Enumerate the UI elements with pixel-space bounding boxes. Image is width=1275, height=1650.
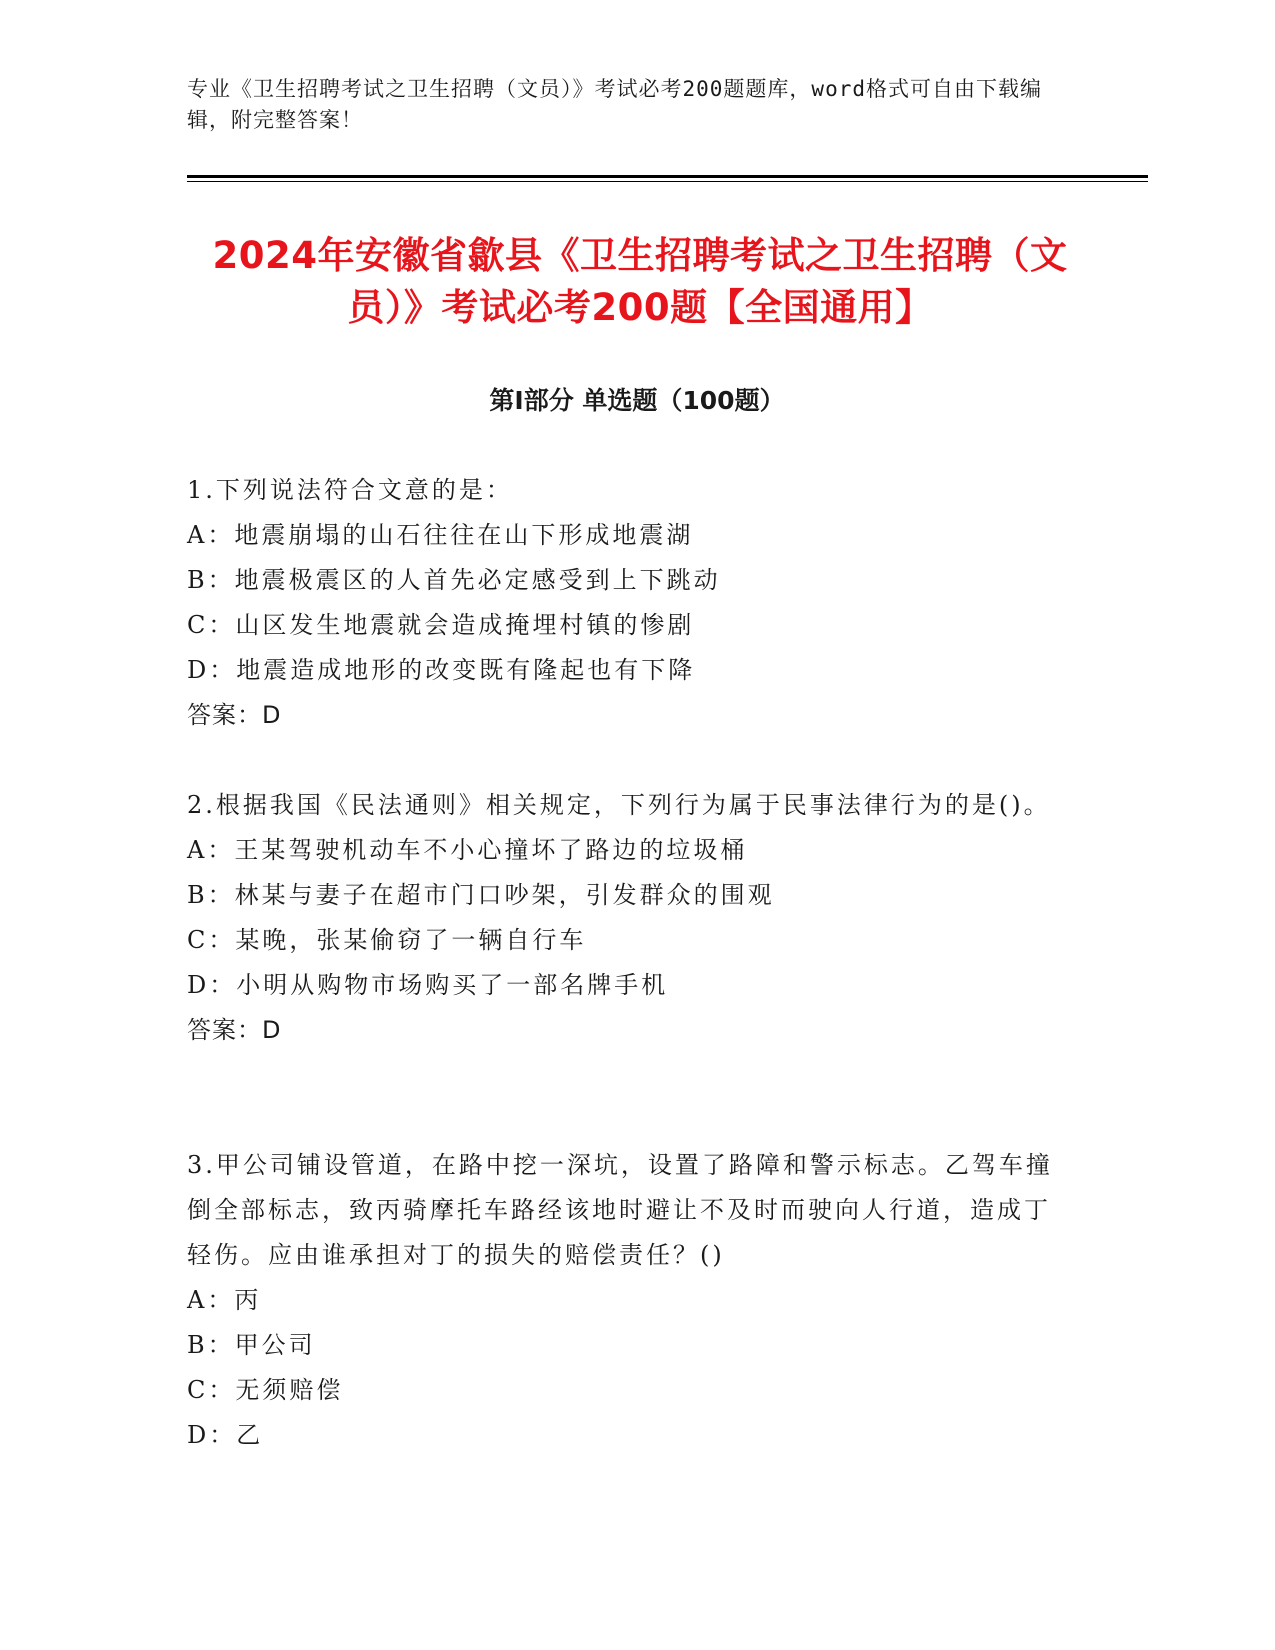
section-heading: 第Ⅰ部分 单选题（100题） <box>489 386 785 415</box>
option-d: D：乙 <box>187 1421 264 1449</box>
option-a: A：地震崩塌的山石往往在山下形成地震湖 <box>187 521 694 549</box>
question-2 <box>187 783 1067 1053</box>
document-intro: 专业《卫生招聘考试之卫生招聘（文员）》考试必考200题题库，word格式可自由下载编辑，附完整答案！ <box>187 77 1042 132</box>
answer: 答案：D <box>187 1016 282 1044</box>
question-1 <box>187 468 1067 738</box>
option-c: C：无须赔偿 <box>187 1376 344 1404</box>
option-b: B：地震极震区的人首先必定感受到上下跳动 <box>187 566 721 594</box>
option-d: D：地震造成地形的改变既有隆起也有下降 <box>187 656 696 684</box>
header-rule-thick <box>187 175 1148 178</box>
question-stem: 3.甲公司铺设管道，在路中挖一深坑，设置了路障和警示标志。乙驾车撞倒全部标志，致丙骑摩托车路经该地时避让不及时而驶向人行道，造成丁轻伤。应由谁承担对丁的损失的赔偿责任？() <box>187 1151 1053 1269</box>
option-b: B：甲公司 <box>187 1331 316 1359</box>
option-d: D：小明从购物市场购买了一部名牌手机 <box>187 971 669 999</box>
option-c: C：某晚，张某偷窃了一辆自行车 <box>187 926 587 954</box>
question-stem: 2.根据我国《民法通则》相关规定，下列行为属于民事法律行为的是()。 <box>187 791 1051 819</box>
option-a: A：丙 <box>187 1286 262 1314</box>
option-c: C：山区发生地震就会造成掩埋村镇的惨剧 <box>187 611 695 639</box>
answer: 答案：D <box>187 701 282 729</box>
option-a: A：王某驾驶机动车不小心撞坏了路边的垃圾桶 <box>187 836 748 864</box>
question-3 <box>187 1143 1067 1458</box>
document-title: 2024年安徽省歙县《卫生招聘考试之卫生招聘（文员）》考试必考200题【全国通用】 <box>212 234 1068 329</box>
option-b: B：林某与妻子在超市门口吵架，引发群众的围观 <box>187 881 775 909</box>
header-rule-thin <box>187 181 1148 182</box>
question-stem: 1.下列说法符合文意的是： <box>187 476 513 504</box>
